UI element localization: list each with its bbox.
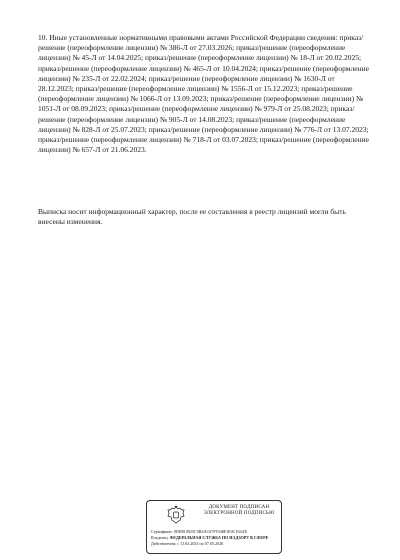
stamp-title-line2: ЭЛЕКТРОННОЙ ПОДПИСЬЮ [203, 511, 275, 516]
coat-of-arms-icon [165, 504, 187, 526]
electronic-signature-stamp [146, 500, 282, 554]
paragraph-text: 10. Иные установленные нормативными правовыми актами Российской Федерации сведения: приказ/решение (переоформление лицензии) № 386-Л от 27.03.2026; приказ/решение (переоформление лицензии) № 45-Л от 14.04.2025; приказ/решение (переоформление лицензии) № 18-Л от 20.02.2025; приказ/решение (переоформление лицензии) № 465-Л от 10.04.2024; приказ/решение (переоформление лицензии) № 235-Л от 22.02.2024; приказ/решение (переоформление лицензии) № 1630-Л от 28.12.2023; приказ/решение (переоформление лицензии) № 1556-Л от 15.12.2023; приказ/решение (переоформление лицензии) № 1066-Л от 13.09.2023; приказ/решение (переоформление лицензии) № 1051-Л от 08.09.2023; приказ/решение (переоформление лицензии) № 979-Л от 25.08.2023; приказ/решение (переоформление лицензии) № 905-Л от 14.08.2023; приказ/решение (переоформление лицензии) № 828-Л от 25.07.2023; приказ/решение (переоформление лицензии) № 776-Л от 13.07.2023; приказ/решение (переоформление лицензии) № 718-Л от 03.07.2023; приказ/решение (переоформление лицензии) № 657-Л от 21.06.2023. [38, 33, 369, 155]
validity-line: Действителен: с 11.02.2025 по 07.05.2026 [151, 541, 224, 546]
stamp-title-line1: ДОКУМЕНТ ПОДПИСАН [208, 505, 270, 510]
certificate-line: Сертификат: 0DB810925C5B4AC67F1948F1E0C163AE [151, 529, 248, 534]
stamp-title [199, 505, 279, 517]
owner-label: Владелец: [151, 535, 169, 540]
stamp-details [151, 529, 279, 547]
owner-name: ФЕДЕРАЛЬНАЯ СЛУЖБА ПО НАДЗОРУ В СФЕРЕ [169, 535, 269, 540]
disclaimer-note: Выписка носит информационный характер, после ее составления в реестр лицензий могли быть внесены изменения. [38, 207, 346, 227]
information-paragraph [38, 33, 370, 155]
